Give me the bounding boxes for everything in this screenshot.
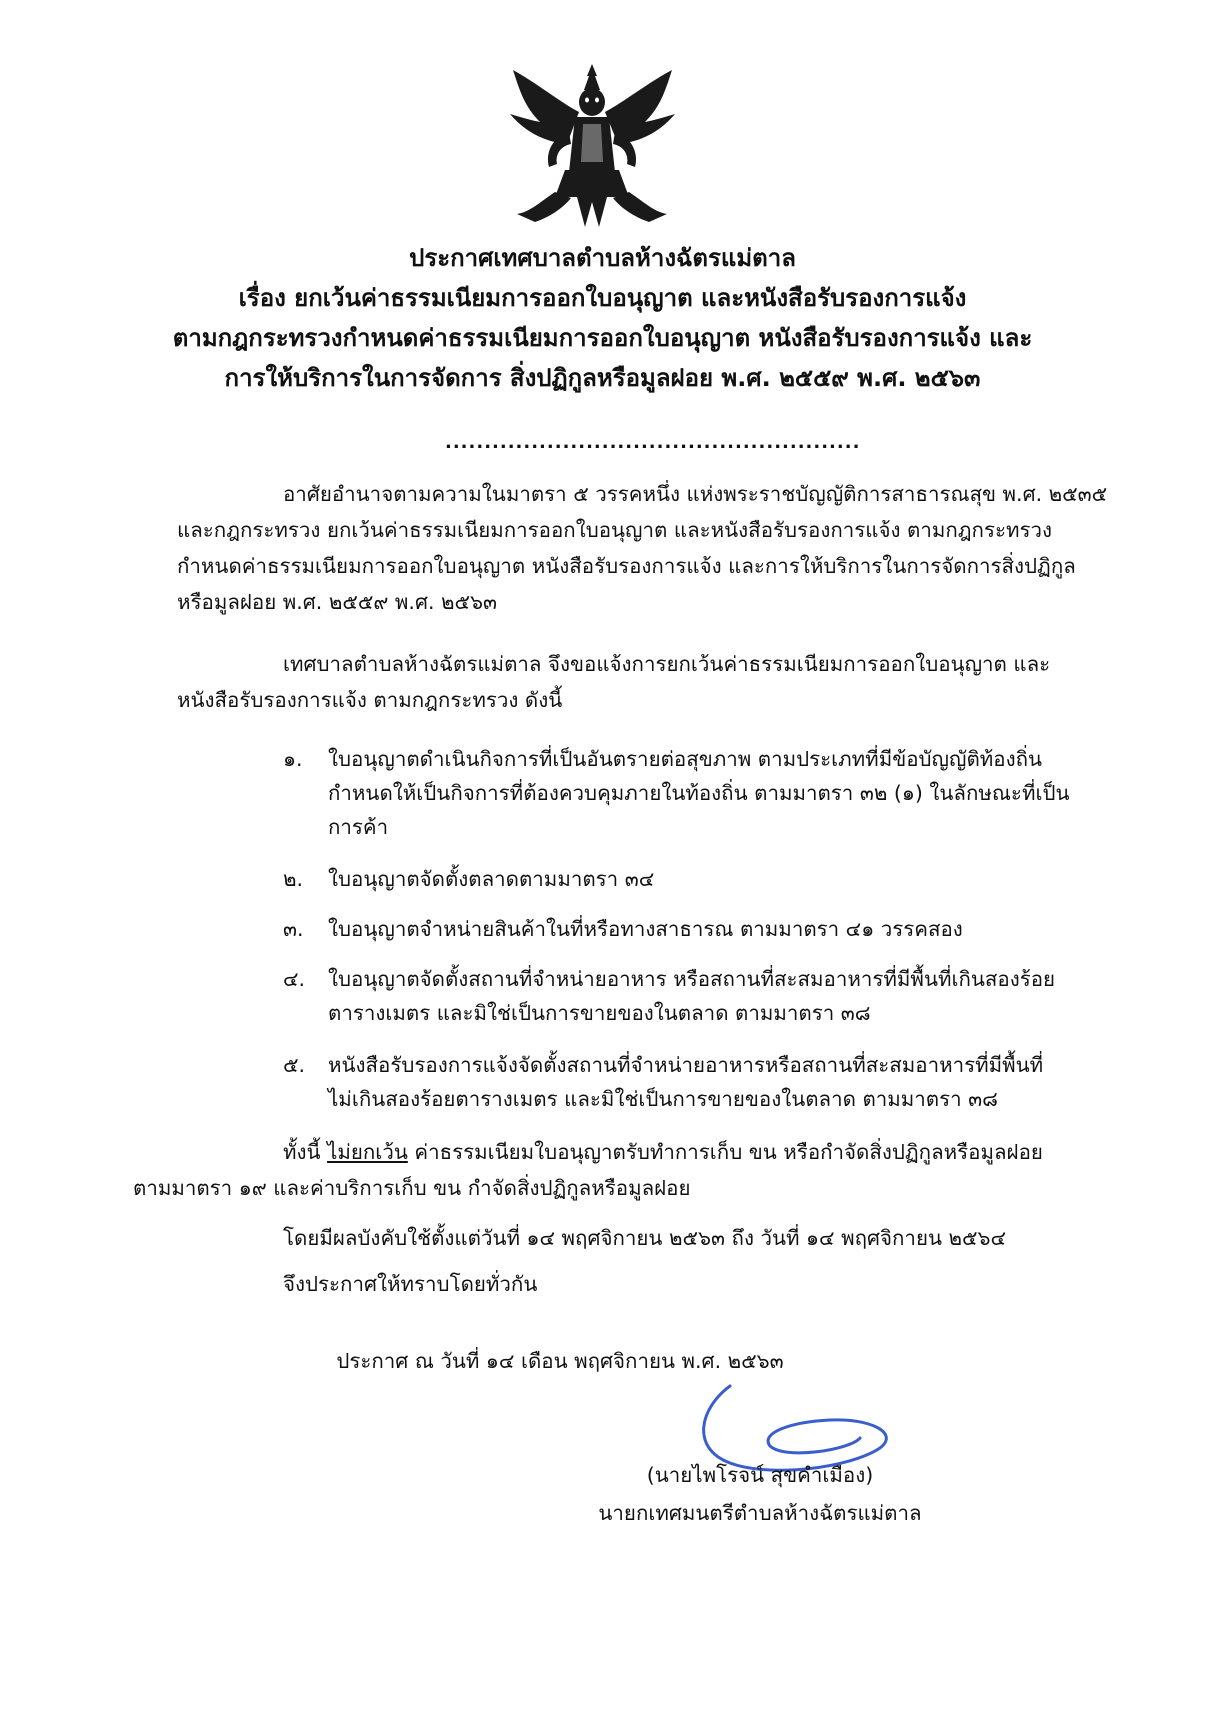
item-number: ๑.	[283, 747, 303, 771]
exception-prefix: ทั้งนี้	[283, 1140, 328, 1164]
list-item	[283, 1048, 1083, 1120]
paragraph-line: หนังสือรับรองการแจ้ง ตามกฎกระทรวง ดังนี้	[177, 688, 563, 712]
announcement-date: ประกาศ ณ วันที่ ๑๔ เดือน พฤศจิกายน พ.ศ. ๒๕๖๓	[336, 1349, 784, 1373]
list-item	[283, 742, 1083, 852]
title-separator: .....................................................	[445, 432, 861, 453]
closing-text: จึงประกาศให้ทราบโดยทั่วกัน	[283, 1272, 538, 1296]
announcement-title	[0, 238, 1205, 398]
item-number: ๕.	[283, 1053, 306, 1077]
list-item	[283, 912, 1083, 948]
title-line-2: เรื่อง ยกเว้นค่าธรรมเนียมการออกใบอนุญาต และหนังสือรับรองการแจ้ง	[238, 284, 967, 312]
item-line: ใบอนุญาตดำเนินกิจการที่เป็นอันตรายต่อสุขภาพ ตามประเภทที่มีข้อบัญญัติท้องถิ่น	[328, 747, 1043, 771]
paragraph-line: อาศัยอำนาจตามความในมาตรา ๕ วรรคหนึ่ง แห่งพระราชบัญญัติการสาธารณสุข พ.ศ. ๒๕๓๕	[283, 482, 1108, 506]
item-line: ใบอนุญาตจัดตั้งตลาดตามมาตรา ๓๔	[328, 867, 655, 891]
list-item	[283, 962, 1083, 1034]
item-number: ๔.	[283, 967, 306, 991]
title-line-4: การให้บริการในการจัดการ สิ่งปฏิกูลหรือมูลฝอย พ.ศ. ๒๕๕๙ พ.ศ. ๒๕๖๓	[224, 364, 981, 392]
paragraph-line: กำหนดค่าธรรมเนียมการออกใบอนุญาต หนังสือรับรองการแจ้ง และการให้บริการในการจัดการสิ่งปฏิกูล	[177, 554, 1076, 578]
exception-rest: ค่าธรรมเนียมใบอนุญาตรับทำการเก็บ ขน หรือกำจัดสิ่งปฏิกูลหรือมูลฝอย	[407, 1140, 1043, 1164]
item-line: หนังสือรับรองการแจ้งจัดตั้งสถานที่จำหน่ายอาหารหรือสถานที่สะสมอาหารที่มีพื้นที่	[328, 1053, 1044, 1077]
item-line: การค้า	[328, 815, 389, 839]
garuda-emblem-icon	[505, 62, 680, 232]
paragraph-line: และกฎกระทรวง ยกเว้นค่าธรรมเนียมการออกใบอนุญาต และหนังสือรับรองการแจ้ง ตามกฎกระทรวง	[177, 518, 1053, 542]
paragraph-notice	[177, 646, 1050, 718]
paragraph-line: หรือมูลฝอย พ.ศ. ๒๕๕๙ พ.ศ. ๒๕๖๓	[177, 590, 498, 614]
title-line-3: ตามกฎกระทรวงกำหนดค่าธรรมเนียมการออกใบอนุญาต หนังสือรับรองการแจ้ง และ	[172, 324, 1033, 352]
item-number: ๓.	[283, 917, 304, 941]
item-line: ใบอนุญาตจัดตั้งสถานที่จำหน่ายอาหาร หรือสถานที่สะสมอาหารที่มีพื้นที่เกินสองร้อย	[328, 967, 1056, 991]
item-line: ใบอนุญาตจำหน่ายสินค้าในที่หรือทางสาธารณ ตามมาตรา ๔๑ วรรคสอง	[328, 917, 963, 941]
paragraph-exception	[133, 1134, 1043, 1206]
exception-underlined: ไม่ยกเว้น	[327, 1140, 408, 1164]
paragraph-authority	[177, 476, 1107, 620]
effective-date-text: โดยมีผลบังคับใช้ตั้งแต่วันที่ ๑๔ พฤศจิกายน ๒๕๖๓ ถึง วันที่ ๑๔ พฤศจิกายน ๒๕๖๔	[283, 1226, 1007, 1250]
signer-position: นายกเทศมนตรีตำบลห้างฉัตรแม่ตาล	[598, 1501, 922, 1525]
list-item	[283, 862, 1083, 898]
item-number: ๒.	[283, 867, 304, 891]
paragraph-line: เทศบาลตำบลห้างฉัตรแม่ตาล จึงขอแจ้งการยกเว้นค่าธรรมเนียมการออกใบอนุญาต และ	[283, 652, 1051, 676]
item-line: ตารางเมตร และมิใช่เป็นการขายของในตลาด ตามมาตรา ๓๘	[328, 1001, 871, 1025]
item-line: กำหนดให้เป็นกิจการที่ต้องควบคุมภายในท้องถิ่น ตามมาตรา ๓๒ (๑) ในลักษณะที่เป็น	[328, 781, 1070, 805]
item-line: ไม่เกินสองร้อยตารางเมตร และมิใช่เป็นการขายของในตลาด ตามมาตรา ๓๘	[328, 1087, 998, 1111]
exception-line-2: ตามมาตรา ๑๙ และค่าบริการเก็บ ขน กำจัดสิ่งปฏิกูลหรือมูลฝอย	[133, 1176, 691, 1200]
title-line-1: ประกาศเทศบาลตำบลห้างฉัตรแม่ตาล	[409, 244, 796, 272]
signer-name: (นายไพโรจน์ สุขคำเมือง)	[646, 1463, 874, 1487]
